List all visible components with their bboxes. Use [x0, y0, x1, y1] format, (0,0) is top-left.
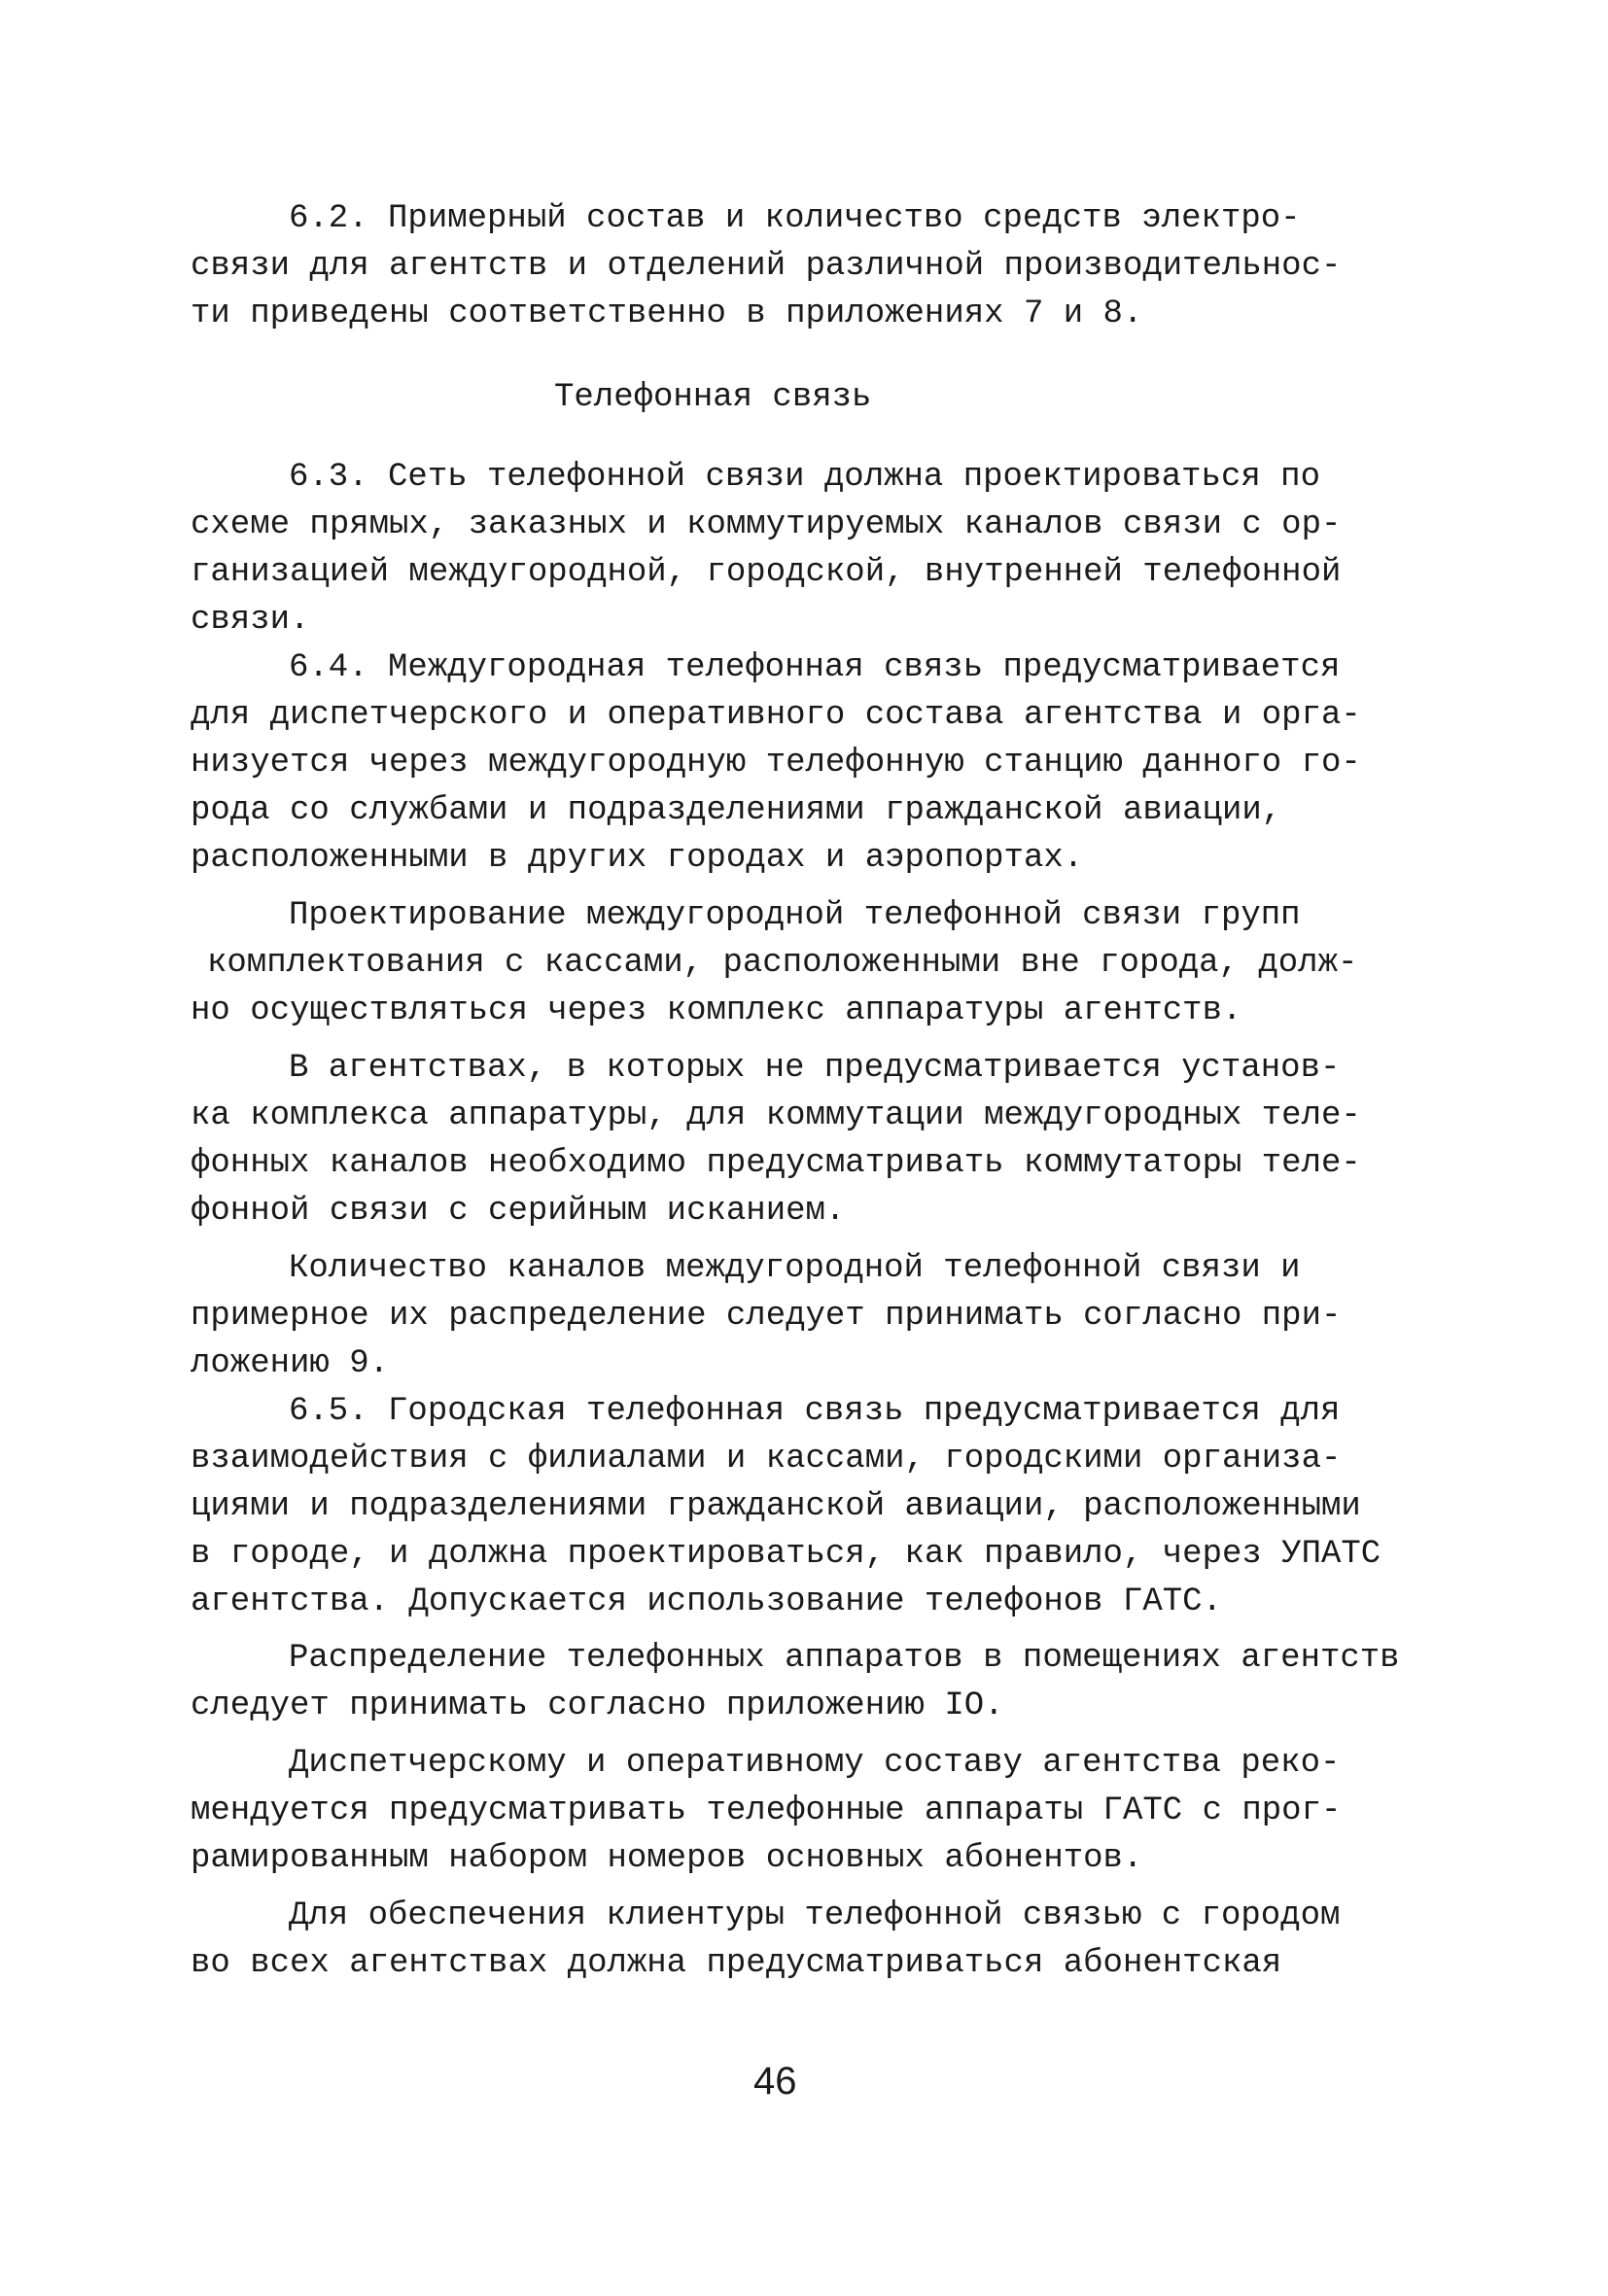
paragraph-channels-line-2: примерное их распределение следует принимать согласно при- — [191, 1298, 1342, 1335]
paragraph-agencies-line-1: В агентствах, в которых не предусматривается установ- — [289, 1050, 1341, 1087]
paragraph-dispatch-line-2: мендуется предусматривать телефонные аппараты ГАТС с прог- — [191, 1792, 1342, 1829]
paragraph-6-3-line-2: схеме прямых, заказных и коммутируемых каналов связи с ор- — [191, 506, 1342, 543]
paragraph-6-2-line-1: 6.2. Примерный состав и количество средств электро- — [289, 200, 1301, 237]
paragraph-6-2-line-3: ти приведены соответственно в приложениях 7 и 8. — [191, 296, 1143, 332]
paragraph-clients-line-2: во всех агентствах должна предусматриваться абонентская — [191, 1945, 1282, 1982]
paragraph-channels-line-3: ложению 9. — [191, 1345, 390, 1382]
paragraph-6-4-line-4: рода со службами и подразделениями гражданской авиации, — [191, 792, 1282, 829]
paragraph-6-3-line-3: ганизацией междугородной, городской, внутренней телефонной — [191, 554, 1342, 591]
paragraph-6-4-line-5: расположенными в других городах и аэропортах. — [191, 840, 1084, 877]
paragraph-6-4-line-3: низуется через междугородную телефонную станцию данного го- — [191, 745, 1361, 782]
paragraph-agencies-line-4: фонной связи с серийным исканием. — [191, 1193, 846, 1230]
paragraph-distribution-line-2: следует принимать согласно приложению IO. — [191, 1687, 1004, 1724]
paragraph-6-5-line-2: взаимодействия с филиалами и кассами, городскими организа- — [191, 1441, 1342, 1478]
paragraph-6-4-line-2: для диспетчерского и оперативного состава агентства и орга- — [191, 697, 1361, 734]
paragraph-6-5-line-1: 6.5. Городская телефонная связь предусматривается для — [289, 1393, 1341, 1430]
paragraph-6-3-line-1: 6.3. Сеть телефонной связи должна проектироваться по — [289, 459, 1320, 496]
paragraph-6-2-line-2: связи для агентств и отделений различной производительнос- — [191, 248, 1342, 285]
paragraph-clients-line-1: Для обеспечения клиентуры телефонной связью с городом — [289, 1897, 1341, 1934]
section-heading-telephone: Телефонная связь — [554, 379, 872, 416]
page-number: 46 — [753, 2060, 797, 2103]
paragraph-dispatch-line-1: Диспетчерскому и оперативному составу агентства реко- — [289, 1745, 1341, 1782]
paragraph-6-5-line-5: агентства. Допускается использование телефонов ГАТС. — [191, 1583, 1222, 1620]
paragraph-distribution-line-1: Распределение телефонных аппаратов в помещениях агентств — [289, 1640, 1400, 1677]
paragraph-channels-line-1: Количество каналов междугородной телефонной связи и — [289, 1250, 1301, 1287]
paragraph-6-5-line-4: в городе, и должна проектироваться, как правило, через УПАТС — [191, 1536, 1381, 1573]
paragraph-6-5-line-3: циями и подразделениями гражданской авиации, расположенными — [191, 1488, 1361, 1525]
paragraph-6-4-line-1: 6.4. Междугородная телефонная связь предусматривается — [289, 649, 1341, 686]
paragraph-design-line-2: комплектования с кассами, расположенными вне города, долж- — [207, 945, 1358, 982]
paragraph-agencies-line-3: фонных каналов необходимо предусматривать коммутаторы теле- — [191, 1145, 1361, 1182]
paragraph-6-3-line-4: связи. — [191, 602, 310, 639]
paragraph-design-line-1: Проектирование междугородной телефонной связи групп — [289, 897, 1301, 934]
paragraph-design-line-3: но осуществляться через комплекс аппаратуры агентств. — [191, 992, 1242, 1029]
paragraph-dispatch-line-3: рамированным набором номеров основных абонентов. — [191, 1840, 1143, 1877]
paragraph-agencies-line-2: ка комплекса аппаратуры, для коммутации междугородных теле- — [191, 1097, 1361, 1134]
